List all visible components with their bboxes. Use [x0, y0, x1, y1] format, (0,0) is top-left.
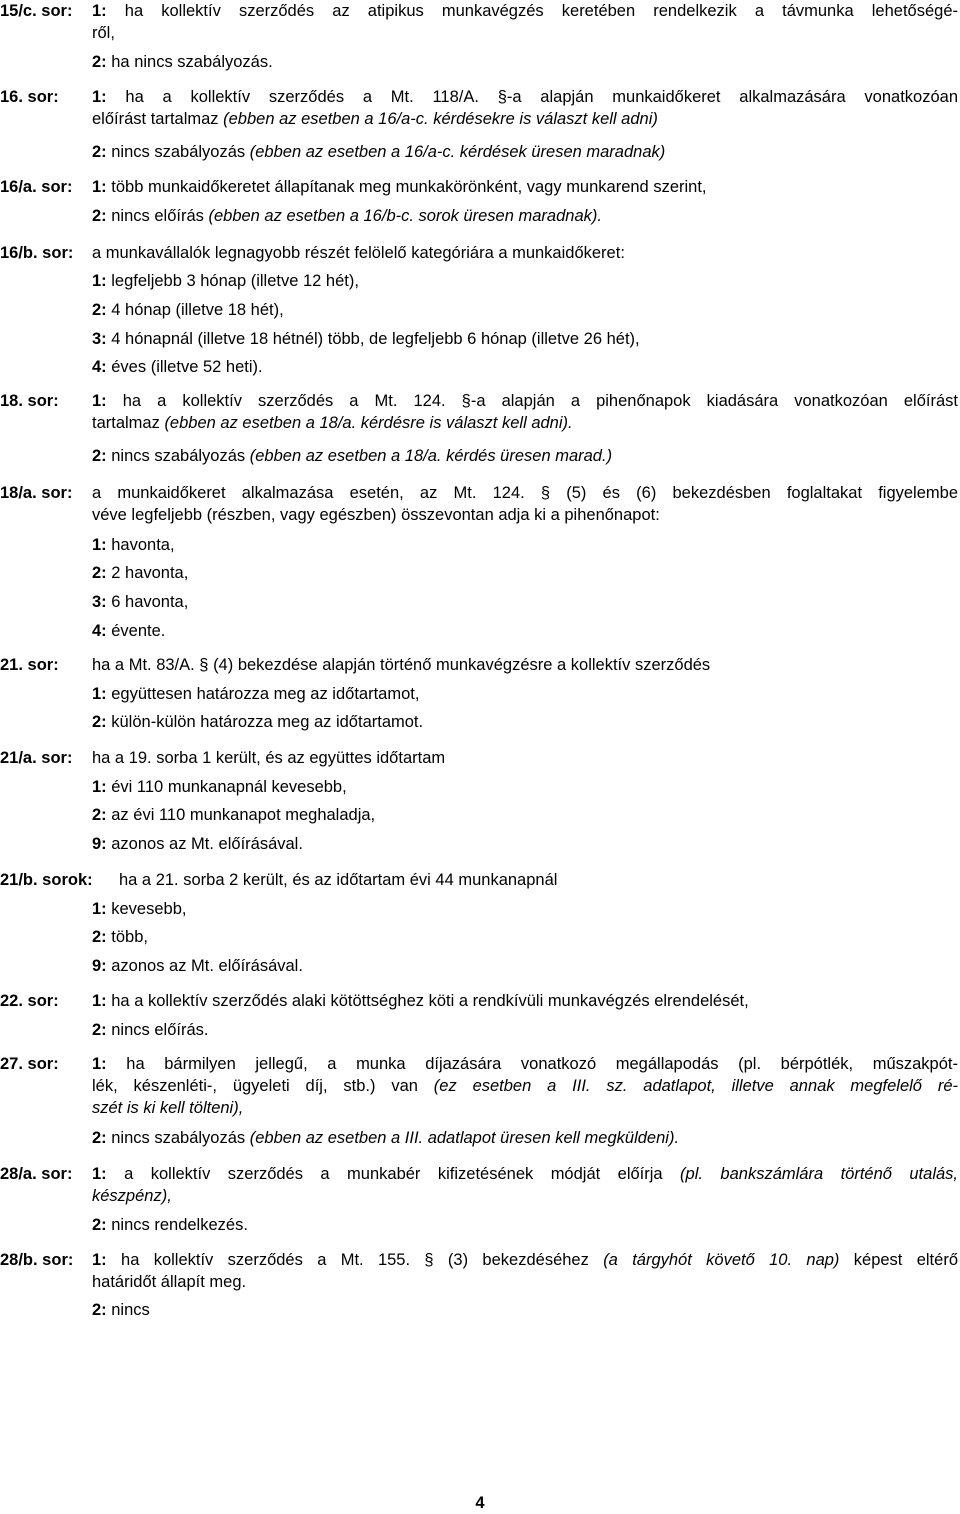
- option-code: 2:: [92, 928, 107, 946]
- row-label: 21/b. sorok:: [0, 871, 93, 889]
- entry-line: 2: nincs szabályozás (ebben az esetben a 18/a. kérdés üresen marad.): [92, 447, 613, 465]
- entry-line: 1: ha a kollektív szerződés a Mt. 124. §-a alapján a pihenőnapok kiadására vonatkozóan előírást: [92, 392, 958, 410]
- row-label: 21. sor:: [0, 656, 59, 674]
- entry-line: ha a Mt. 83/A. § (4) bekezdése alapján történő munkavégzésre a kollektív szerződés: [92, 656, 711, 674]
- option-code: 1:: [92, 178, 107, 196]
- entry-line: 1: évi 110 munkanapnál kevesebb,: [92, 778, 347, 796]
- entry-line: a munkaidőkeret alkalmazása esetén, az Mt. 124. § (5) és (6) bekezdésben foglaltakat figyelembe: [92, 484, 958, 502]
- option-code: 1:: [92, 2, 107, 20]
- entry-line: 9: azonos az Mt. előírásával.: [92, 957, 303, 975]
- option-code: 3:: [92, 330, 107, 348]
- option-code: 1:: [92, 272, 107, 290]
- entry-line: 2: ha nincs szabályozás.: [92, 53, 273, 71]
- row-label: 15/c. sor:: [0, 2, 73, 20]
- option-code: 1:: [92, 88, 107, 106]
- entry-line: 2: nincs: [92, 1301, 150, 1319]
- entry-line: 2: nincs rendelkezés.: [92, 1216, 248, 1234]
- entry-line: 2: nincs előírás.: [92, 1021, 209, 1039]
- option-code: 1:: [92, 778, 107, 796]
- entry-line: előírást tartalmaz (ebben az esetben a 16/a-c. kérdésekre is választ kell adni): [92, 110, 658, 128]
- option-code: 1:: [92, 685, 107, 703]
- option-code: 4:: [92, 622, 107, 640]
- row-label: 21/a. sor:: [0, 749, 73, 767]
- entry-line: 1: ha a kollektív szerződés alaki kötöttséghez köti a rendkívüli munkavégzés elrendelését,: [92, 992, 749, 1010]
- row-label: 16/b. sor:: [0, 244, 74, 262]
- option-code: 9:: [92, 835, 107, 853]
- entry-line: 2: nincs szabályozás (ebben az esetben a III. adatlapot üresen kell megküldeni).: [92, 1129, 680, 1147]
- entry-line: 2: több,: [92, 928, 148, 946]
- entry-line: 1: ha a kollektív szerződés a Mt. 118/A. §-a alapján munkaidőkeret alkalmazására vonatkozóan: [92, 88, 958, 106]
- entry-line: 1: több munkaidőkeretet állapítanak meg munkakörönként, vagy munkarend szerint,: [92, 178, 707, 196]
- row-label: 18. sor:: [0, 392, 59, 410]
- entry-line: a munkavállalók legnagyobb részét felölelő kategóriára a munkaidőkeret:: [92, 244, 625, 262]
- row-label: 28/b. sor:: [0, 1251, 74, 1269]
- option-code: 1:: [92, 1165, 107, 1183]
- option-code: 4:: [92, 358, 107, 376]
- option-code: 1:: [92, 536, 107, 554]
- entry-line: 1: együttesen határozza meg az időtartamot,: [92, 685, 420, 703]
- option-code: 2:: [92, 447, 107, 465]
- entry-line: 1: ha kollektív szerződés a Mt. 155. § (3) bekezdéséhez (a tárgyhót követő 10. nap) képest eltérő: [92, 1251, 958, 1269]
- row-label: 22. sor:: [0, 992, 59, 1010]
- entry-line: 2: 4 hónap (illetve 18 hét),: [92, 301, 284, 319]
- entry-line: 2: külön-külön határozza meg az időtartamot.: [92, 713, 424, 731]
- row-label: 16/a. sor:: [0, 178, 73, 196]
- option-code: 3:: [92, 593, 107, 611]
- row-label: 16. sor:: [0, 88, 59, 106]
- entry-line: határidőt állapít meg.: [92, 1273, 247, 1291]
- option-code: 2:: [92, 806, 107, 824]
- option-code: 1:: [92, 1055, 107, 1073]
- entry-line: véve legfeljebb (részben, vagy egészben) összevontan adja ki a pihenőnapot:: [92, 506, 660, 524]
- entry-line: 2: 2 havonta,: [92, 564, 189, 582]
- entry-line: 1: ha kollektív szerződés az atipikus munkavégzés keretében rendelkezik a távmunka lehetőségé-: [92, 2, 958, 20]
- entry-line: 4: évente.: [92, 622, 166, 640]
- entry-line: 9: azonos az Mt. előírásával.: [92, 835, 303, 853]
- entry-line: 2: az évi 110 munkanapot meghaladja,: [92, 806, 376, 824]
- option-code: 2:: [92, 1021, 107, 1039]
- option-code: 2:: [92, 1129, 107, 1147]
- entry-line: 3: 4 hónapnál (illetve 18 hétnél) több, de legfeljebb 6 hónap (illetve 26 hét),: [92, 330, 640, 348]
- entry-line: 3: 6 havonta,: [92, 593, 189, 611]
- option-code: 2:: [92, 713, 107, 731]
- entry-line: ről,: [92, 24, 115, 42]
- entry-line: ha a 21. sorba 2 került, és az időtartam évi 44 munkanapnál: [119, 871, 558, 889]
- entry-line: szét is ki kell tölteni),: [92, 1099, 244, 1117]
- entry-line: ha a 19. sorba 1 került, és az együttes időtartam: [92, 749, 446, 767]
- option-code: 2:: [92, 564, 107, 582]
- entry-line: 2: nincs szabályozás (ebben az esetben a 16/a-c. kérdések üresen maradnak): [92, 143, 666, 161]
- option-code: 2:: [92, 207, 107, 225]
- option-code: 2:: [92, 301, 107, 319]
- entry-line: 2: nincs előírás (ebben az esetben a 16/b-c. sorok üresen maradnak).: [92, 207, 602, 225]
- row-label: 28/a. sor:: [0, 1165, 73, 1183]
- entry-line: 1: kevesebb,: [92, 900, 187, 918]
- entry-line: 4: éves (illetve 52 heti).: [92, 358, 263, 376]
- entry-line: tartalmaz (ebben az esetben a 18/a. kérdésre is választ kell adni).: [92, 414, 573, 432]
- row-label: 18/a. sor:: [0, 484, 73, 502]
- option-code: 1:: [92, 392, 107, 410]
- option-code: 1:: [92, 900, 107, 918]
- option-code: 2:: [92, 1216, 107, 1234]
- option-code: 9:: [92, 957, 107, 975]
- entry-line: lék, készenléti-, ügyeleti díj, stb.) van (ez esetben a III. sz. adatlapot, illetve annak megfelelő ré-: [92, 1077, 958, 1095]
- entry-line: 1: a kollektív szerződés a munkabér kifizetésének módját előírja (pl. bankszámlára történő utalás,: [92, 1165, 958, 1183]
- page-number: 4: [475, 1494, 485, 1512]
- option-code: 2:: [92, 53, 107, 71]
- entry-line: készpénz),: [92, 1187, 172, 1205]
- option-code: 1:: [92, 1251, 107, 1269]
- entry-line: 1: ha bármilyen jellegű, a munka díjazására vonatkozó megállapodás (pl. bérpótlék, műszakpót-: [92, 1055, 958, 1073]
- option-code: 2:: [92, 1301, 107, 1319]
- option-code: 1:: [92, 992, 107, 1010]
- entry-line: 1: legfeljebb 3 hónap (illetve 12 hét),: [92, 272, 359, 290]
- option-code: 2:: [92, 143, 107, 161]
- entry-line: 1: havonta,: [92, 536, 175, 554]
- row-label: 27. sor:: [0, 1055, 59, 1073]
